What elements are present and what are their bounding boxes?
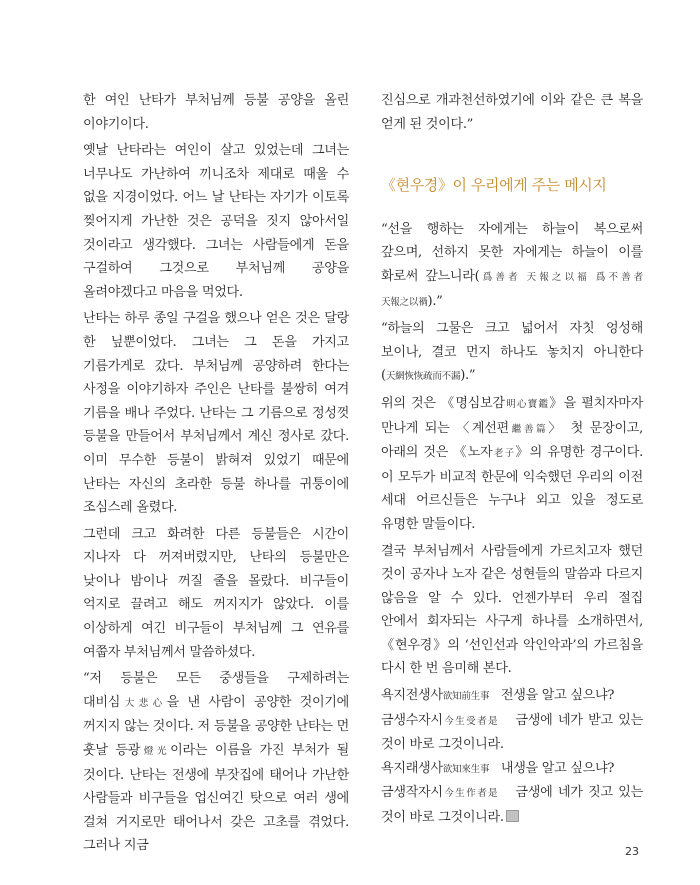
verse-meaning: 금생에 네가 받고 있는 것이 바로 그것이니라. xyxy=(381,712,643,753)
verse-hanja: 欲知前生事 xyxy=(442,691,490,703)
source-explanation-paragraph xyxy=(381,392,643,537)
quote-text-1: “저 등불은 모든 중생들을 구제하려는 대비심 xyxy=(83,671,349,710)
verse-line-3 xyxy=(381,757,643,782)
buddha-quote-paragraph xyxy=(83,667,349,858)
myeongsim-quote-hanja: 爲善者 天報之以福 爲不善者 天報之以禍 xyxy=(381,271,643,308)
left-paragraph-3: 난타는 하루 종일 구걸을 했으나 얻은 것은 달랑 한 닢뿐이었다. 그녀는 그 돈을 가지고 기름가게로 갔다. 부처님께 공양하려 한다는 사정을 이야기하자 주인은 난타를 불쌍히 여겨 기름을 배나 주었다. 난타는 그 기름으로 정성껏 등불을 만들어서 부처님께서 계신 정사로 갔다. 이미 무수한 등불이 밝혀져 있었기 때문에 난타는 자신의 초라한 등불 하나를 귀퉁이에 조심스레 올렸다. xyxy=(83,311,349,516)
left-paragraph-4: 그런데 크고 화려한 다른 등불들은 시간이 지나자 다 꺼져버렸지만, 난타의 등불만은 낮이나 밤이나 꺼질 줄을 몰랐다. 비구들이 억지로 끌려고 해도 꺼지지가 않았다. 이를 이상하게 여긴 비구들이 부처님께 그 연유를 여쭙자 부처님께서 말씀하셨다. xyxy=(83,526,349,660)
myeongsim-quote xyxy=(381,218,643,314)
verse-meaning: 내생을 알고 싶으냐? xyxy=(500,760,615,776)
quote-continuation: 진심으로 개과천선하였기에 이와 같은 큰 복을 얻게 된 것이다.” xyxy=(381,93,643,132)
verse-korean: 욕지래생사 xyxy=(381,760,443,776)
verse-meaning: 금생에 네가 짓고 있는 것이 바로 그것이니라. xyxy=(381,785,643,826)
quote-text-2: 을 낸 사람이 공양한 것이기에 꺼지지 않는 것이다. 저 등불을 공양한 난타는 먼 훗날 등광 xyxy=(83,694,349,759)
laozi-quote xyxy=(381,317,643,389)
verse-korean: 금생작자시 xyxy=(381,785,443,801)
hanja-myeongsimbogam: 明心寶鑑 xyxy=(504,398,550,410)
page-number: 23 xyxy=(625,845,639,858)
section-heading: 《현우경》이 우리에게 주는 메시지 xyxy=(381,176,607,195)
verse-korean: 금생수자시 xyxy=(381,712,443,728)
verse-hanja: 今生受者是 xyxy=(442,715,499,727)
verse-hanja: 欲知來生事 xyxy=(442,763,490,775)
source-text-2: 》을 펼치자마자 만나게 되는 〈계선편 xyxy=(381,395,644,436)
verse-line-1 xyxy=(381,684,643,709)
verse-hanja: 今生作者是 xyxy=(442,788,499,800)
myeongsim-quote-end: ).” xyxy=(427,293,443,309)
laozi-quote-hanja: 天網恢恢疏而不漏 xyxy=(385,371,461,383)
quote-text-3: 이라는 이름을 가진 부처가 될 것이다. 난타는 전생에 부잣집에 태어나 가난한 사람들과 비구들을 업신여긴 탓으로 여러 생에 걸쳐 거지로만 태어나서 갖은 고초를 겪었다. 그러나 지금 xyxy=(83,743,349,854)
left-paragraph-1: 한 여인 난타가 부처님께 등불 공양을 올린 이야기이다. xyxy=(83,93,349,132)
laozi-quote-text: “하늘의 그물은 크고 넓어서 자칫 엉성해 보이나, 결코 먼지 하나도 놓치지 아니한다( xyxy=(381,321,643,384)
right-column xyxy=(381,89,643,830)
hanja-daebisim: 大悲心 xyxy=(120,697,167,709)
hanja-gyeseonpyeon: 繼善篇 xyxy=(508,423,549,435)
laozi-quote-end: ).” xyxy=(460,368,476,384)
conclusion-paragraph: 결국 부처님께서 사람들에게 가르치고자 했던 것이 공자나 노자 같은 성현들의 말씀과 다르지 않음을 알 수 있다. 언젠가부터 우리 절집 안에서 회자되는 사구게 하나를 소개하면서, 《현우경》의 ‘선인선과 악인악과’의 가르침을 다시 한 번 음미해 본다. xyxy=(381,543,643,677)
hanja-noja: 老子 xyxy=(492,448,516,460)
hanja-deunggwang: 燈光 xyxy=(140,746,171,758)
myeongsim-quote-text: “선을 행하는 자에게는 하늘이 복으로써 갚으며, 선하지 못한 자에게는 하늘이 이를 화로써 갚느니라( xyxy=(381,221,643,284)
source-text-1: 위의 것은 《명심보감 xyxy=(381,395,505,411)
end-mark-icon xyxy=(506,810,519,822)
source-text-3: 〉 첫 문장이고, 아래의 것은 《노자 xyxy=(381,420,644,461)
left-paragraph-2: 옛날 난타라는 여인이 살고 있었는데 그녀는 너무나도 가난하여 끼니조차 제대로 때울 수 없을 지경이었다. 어느 날 난타는 자기가 이토록 찢어지게 가난한 것은 공덕을 짓지 않아서일 것이라고 생각했다. 그녀는 사람들에게 돈을 구걸하여 그것으로 부처님께 공양을 올려야겠다고 마음을 먹었다. xyxy=(83,143,349,300)
verse-line-4 xyxy=(381,781,643,829)
verse-meaning: 전생을 알고 싶으냐? xyxy=(500,688,615,704)
verse-korean: 욕지전생사 xyxy=(381,688,443,704)
source-text-4: 》의 유명한 경구이다. 이 모두가 비교적 한문에 익숙했던 우리의 이전 세대 어르신들은 누구나 외고 있을 정도로 유명한 말들이다. xyxy=(381,445,643,532)
left-column xyxy=(83,89,349,858)
verse-line-2 xyxy=(381,709,643,757)
